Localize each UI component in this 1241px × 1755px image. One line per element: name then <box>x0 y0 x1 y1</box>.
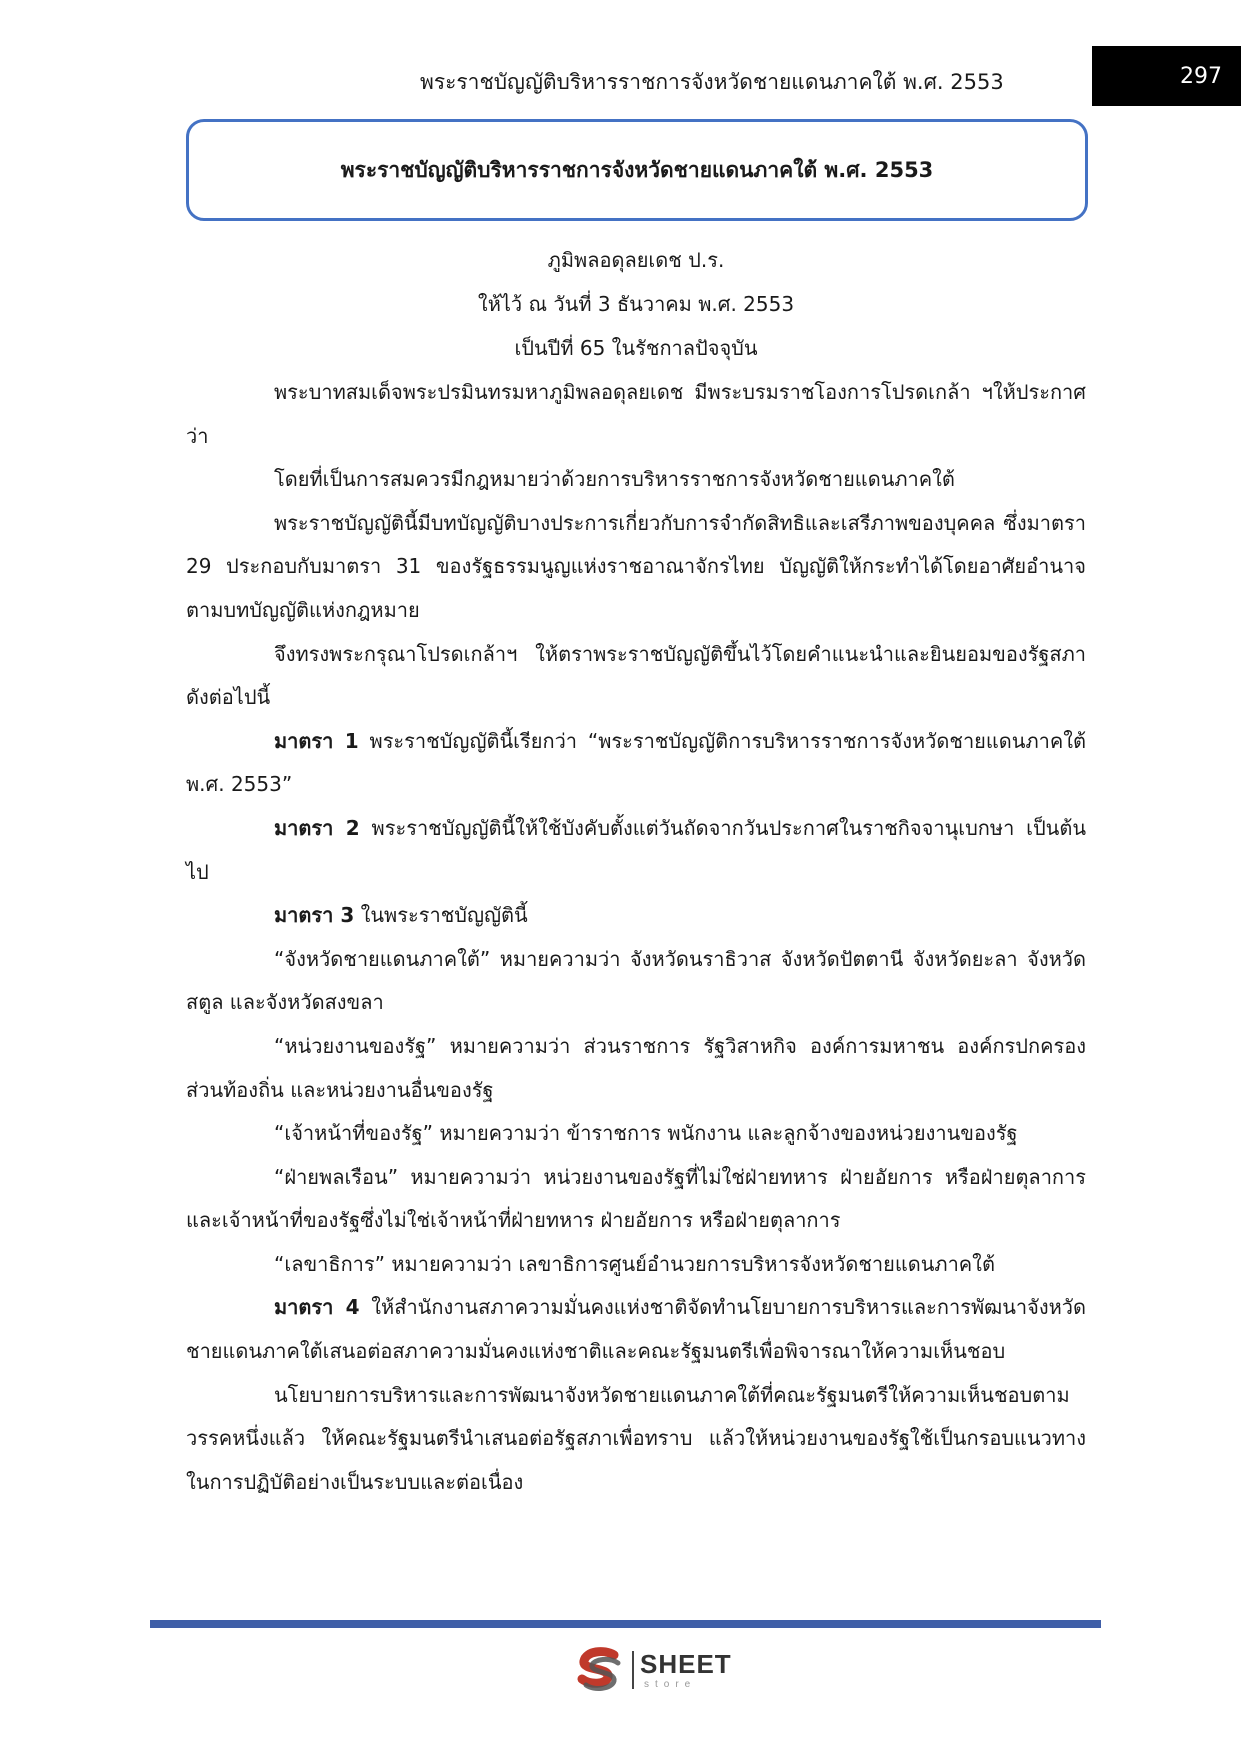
paragraph-text: พระราชบัญญัตินี้เรียกว่า “พระราชบัญญัติการบริหารราชการจังหวัดชายแดนภาคใต้ พ.ศ. 2553” <box>186 728 1086 797</box>
paragraph-text: นโยบายการบริหารและการพัฒนาจังหวัดชายแดนภาคใต้ที่คณะรัฐมนตรีให้ความเห็นชอบตามวรรคหนึ่งแล้ว ให้คณะรัฐมนตรีนำเสนอต่อรัฐสภาเพื่อทราบ แล้วให้หน่วยงานของรัฐใช้เป็นกรอบแนวทางในการปฏิบัติอย่างเป็นระบบและต่อเนื่อง <box>186 1382 1086 1494</box>
reign-year: เป็นปีที่ 65 ในรัชกาลปัจจุบัน <box>514 336 758 360</box>
given-date: ให้ไว้ ณ วันที่ 3 ธันวาคม พ.ศ. 2553 <box>477 292 795 316</box>
logo-sub: store <box>644 1679 697 1690</box>
footer-rule <box>150 1620 1101 1628</box>
paragraph-text: “เจ้าหน้าที่ของรัฐ” หมายความว่า ข้าราชการ พนักงาน และลูกจ้างของหน่วยงานของรัฐ <box>274 1121 1018 1146</box>
logo-word: SHEET <box>640 1649 732 1679</box>
sheet-store-logo <box>574 1645 774 1695</box>
royal-signature: ภูมิพลอดุลยเดช ป.ร. <box>547 248 725 272</box>
body-paragraph <box>186 1156 1086 1243</box>
body-paragraph <box>186 458 1086 502</box>
section-paragraph <box>186 894 1086 938</box>
section-number: มาตรา 1 <box>274 728 359 753</box>
body-paragraph <box>186 633 1086 720</box>
section-number: มาตรา 4 <box>274 1295 360 1320</box>
paragraph-text: “ฝ่ายพลเรือน” หมายความว่า หน่วยงานของรัฐที่ไม่ใช่ฝ่ายทหาร ฝ่ายอัยการ หรือฝ่ายตุลาการ และเจ้าหน้าที่ของรัฐซึ่งไม่ใช่เจ้าหน้าที่ฝ่ายทหาร ฝ่ายอัยการ หรือฝ่ายตุลาการ <box>186 1164 1086 1233</box>
paragraph-text: จึงทรงพระกรุณาโปรดเกล้าฯ ให้ตราพระราชบัญญัติขึ้นไว้โดยคำแนะนำและยินยอมของรัฐสภาดังต่อไปนี้ <box>186 641 1086 710</box>
paragraph-text: “หน่วยงานของรัฐ” หมายความว่า ส่วนราชการ รัฐวิสาหกิจ องค์การมหาชน องค์กรปกครองส่วนท้องถิ่น และหน่วยงานอื่นของรัฐ <box>186 1033 1086 1102</box>
title-box <box>186 119 1088 221</box>
page-number: 297 <box>1180 64 1222 89</box>
page-number-tab <box>1092 46 1241 106</box>
section-paragraph <box>186 1286 1086 1373</box>
body-paragraph <box>186 1243 1086 1287</box>
paragraph-text: พระราชบัญญัตินี้มีบทบัญญัติบางประการเกี่ยวกับการจำกัดสิทธิและเสรีภาพของบุคคล ซึ่งมาตรา 29 ประกอบกับมาตรา 31 ของรัฐธรรมนูญแห่งราชอาณาจักรไทย บัญญัติให้กระทำได้โดยอาศัยอำนาจตามบทบัญญัติแห่งกฎหมาย <box>186 510 1086 622</box>
body-paragraph <box>186 938 1086 1025</box>
sheet-store-s-logo-icon <box>574 1647 626 1693</box>
paragraph-text: “เลขาธิการ” หมายความว่า เลขาธิการศูนย์อำนวยการบริหารจังหวัดชายแดนภาคใต้ <box>274 1251 995 1276</box>
paragraph-text: “จังหวัดชายแดนภาคใต้” หมายความว่า จังหวัดนราธิวาส จังหวัดปัตตานี จังหวัดยะลา จังหวัดสตูล และจังหวัดสงขลา <box>186 946 1086 1015</box>
document-title: พระราชบัญญัติบริหารราชการจังหวัดชายแดนภาคใต้ พ.ศ. 2553 <box>340 157 934 182</box>
logo-separator <box>632 1651 634 1689</box>
paragraph-text: พระราชบัญญัตินี้ให้ใช้บังคับตั้งแต่วันถัดจากวันประกาศในราชกิจจานุเบกษา เป็นต้นไป <box>186 815 1086 884</box>
paragraph-text: ให้สำนักงานสภาความมั่นคงแห่งชาติจัดทำนโยบายการบริหารและการพัฒนาจังหวัดชายแดนภาคใต้เสนอต่อสภาความมั่นคงแห่งชาติและคณะรัฐมนตรีเพื่อพิจารณาให้ความเห็นชอบ <box>186 1295 1086 1364</box>
body-paragraph <box>186 371 1086 458</box>
document-body <box>186 371 1086 1504</box>
body-paragraph <box>186 502 1086 633</box>
paragraph-text: โดยที่เป็นการสมควรมีกฎหมายว่าด้วยการบริหารราชการจังหวัดชายแดนภาคใต้ <box>274 467 955 492</box>
section-paragraph <box>186 807 1086 894</box>
section-number: มาตรา 3 <box>274 903 355 928</box>
section-paragraph <box>186 720 1086 807</box>
paragraph-text: ในพระราชบัญญัตินี้ <box>354 903 528 928</box>
body-paragraph <box>186 1112 1086 1156</box>
section-number: มาตรา 2 <box>274 815 360 840</box>
running-header-title: พระราชบัญญัติบริหารราชการจังหวัดชายแดนภาคใต้ พ.ศ. 2553 <box>420 70 1004 94</box>
body-paragraph <box>186 1374 1086 1505</box>
body-paragraph <box>186 1025 1086 1112</box>
paragraph-text: พระบาทสมเด็จพระปรมินทรมหาภูมิพลอดุลยเดช มีพระบรมราชโองการโปรดเกล้า ฯให้ประกาศว่า <box>186 380 1086 448</box>
